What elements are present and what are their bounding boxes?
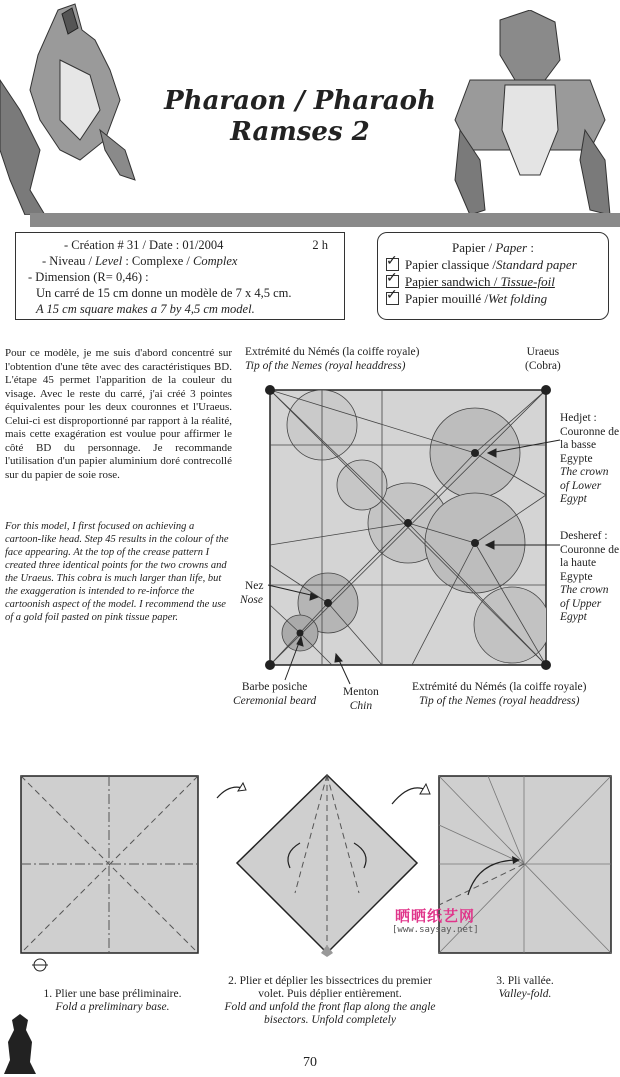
label-beard: Barbe posiche Ceremonial beard [233,681,317,707]
rotate-icon [30,955,50,975]
info-box [15,232,345,320]
paper-option-wet: ✓ Papier mouillé / Wet folding [386,290,600,307]
dimension-info: - Dimension (R= 0,46) : [28,270,149,284]
label-chin: Menton Chin [343,686,379,712]
paper-option-sandwich: ✓ Papier sandwich / Tissue-foil [386,273,600,290]
page-title: Pharaon / Pharaoh Ramses 2 [164,86,436,147]
step-1-caption: 1. Plier une base préliminaire. Fold a preliminary base. [43,988,182,1013]
step-1-diagram [20,775,200,955]
step-3-caption: 3. Pli vallée. Valley-fold. [496,975,554,1000]
label-nemes-top: Extrémité du Némés (la coiffe royale) Tip of the Nemes (royal headdress) [245,346,420,372]
pharaoh-figure-right [440,10,620,225]
square-en: A 15 cm square makes a 7 by 4,5 cm model. [36,302,255,316]
arrow-2-icon [390,780,432,810]
creation-info: - Création # 31 / Date : 01/2004 [64,238,224,252]
square-fr: Un carré de 15 cm donne un modèle de 7 x 4,5 cm. [36,286,292,300]
duration-info: 2 h [312,238,328,252]
checkbox-icon [386,292,399,305]
label-nose: Nez Nose [240,580,264,606]
page-number: 70 [303,1055,317,1070]
label-nemes-bottom: Extrémité du Némés (la coiffe royale) Tip of the Nemes (royal headdress) [412,681,587,707]
pharaoh-figure-left [0,0,140,215]
watermark-url: [www.saysay.net] [392,925,479,935]
crease-pattern [262,385,552,670]
paper-box [377,232,609,320]
watermark-brand: 晒晒纸艺网 [395,907,476,925]
label-uraeus: Uraeus (Cobra) [525,346,561,372]
level-info: - Niveau / Level : Complexe / Complex [42,254,238,268]
paper-option-classic: ✓ Papier classique / Standard paper [386,256,600,273]
step-2-caption: 2. Plier et déplier les bissectrices du premier volet. Puis déplier entièrement. Fold and unfold the front flap along the angle bisectors. Unfold completely [224,975,436,1026]
description-en: For this model, I first focused on achieving a cartoon-like head. Step 45 results in the colour of the face appearing. At the top of the crease pattern I created three identical points for the two crowns and the Uraeus. This cobra is much larger than life, but the exaggeration is intended to re-inforce the cartoonish aspect of the model. I recommend the use of a gold foil pasted on pink tissue paper. [5,521,229,623]
silhouette-figure [0,1012,40,1074]
paper-head: Papier / Paper : [452,240,534,255]
title-bar [30,213,620,227]
label-desheref: Desheref : Couronne de la haute Egypte The crown of Upper Egypt [560,530,620,623]
label-hedjet: Hedjet : Couronne de la basse Egypte The crown of Lower Egypt [560,412,620,505]
description-fr: Pour ce modèle, je me suis d'abord concentré sur l'obtention d'une tête avec des caractéristiques BD. L'étape 45 permet l'apparition de la couleur du visage. Avec le reste du carré, j'ai créé 3 pointes équivalentes pour les deux couronnes et l'Uraeus. Celui-ci est disproportionné par rapport à la réalité, mais cette exagération est voulue pour affirmer le côté BD du personnage. Je recommande l'utilisation d'un papier aluminium doré contrecollé sur du papier de soie rose. [5,347,232,481]
